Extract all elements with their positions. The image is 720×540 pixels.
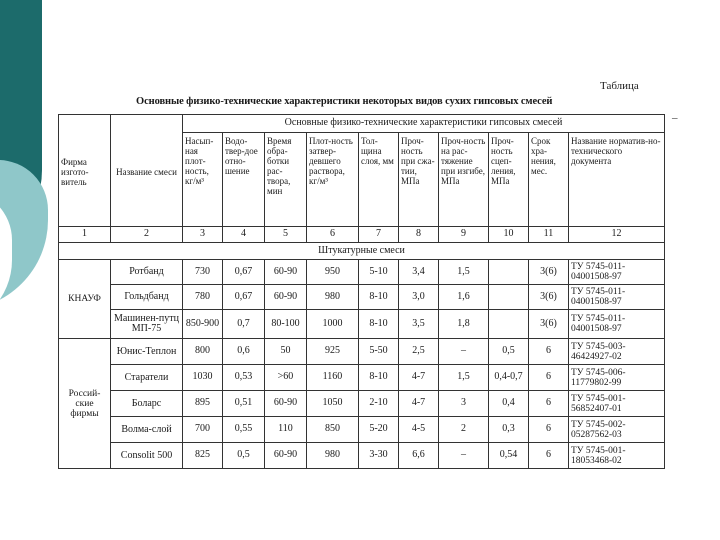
layer-cell: 5-50 (359, 339, 399, 365)
table-row (59, 417, 665, 443)
firm-cell: КНАУФ (59, 260, 111, 339)
column-number: 12 (569, 227, 665, 243)
column-number: 8 (399, 227, 439, 243)
flex-cell: 2 (439, 417, 489, 443)
header-mix-name: Название смеси (111, 115, 183, 227)
wr-cell: 0,55 (223, 417, 265, 443)
adh-cell: 0,4-0,7 (489, 365, 529, 391)
header-compressive-strength: Проч-ность при сжа-тии, МПа (399, 133, 439, 227)
comp-cell: 4-7 (399, 365, 439, 391)
bulk-cell: 850-900 (183, 310, 223, 339)
dens-cell: 1050 (307, 391, 359, 417)
time-cell: 50 (265, 339, 307, 365)
shelf-cell: 3(6) (529, 310, 569, 339)
layer-cell: 5-20 (359, 417, 399, 443)
shelf-cell: 6 (529, 391, 569, 417)
firm-cell: Россий-ские фирмы (59, 339, 111, 469)
adh-cell (489, 260, 529, 285)
mix-name-cell: Consolit 500 (111, 443, 183, 469)
adh-cell (489, 310, 529, 339)
dens-cell: 850 (307, 417, 359, 443)
doc-cell: ТУ 5745-002-05287562-03 (569, 417, 665, 443)
bulk-cell: 700 (183, 417, 223, 443)
shelf-cell: 6 (529, 443, 569, 469)
doc-cell: ТУ 5745-011-04001508-97 (569, 260, 665, 285)
flex-cell: 1,5 (439, 260, 489, 285)
doc-cell: ТУ 5745-011-04001508-97 (569, 285, 665, 310)
header-flexural-strength: Проч-ность на рас-тяжение при изгибе, МПа (439, 133, 489, 227)
trailing-mark: – (672, 112, 678, 124)
time-cell: 60-90 (265, 443, 307, 469)
comp-cell: 3,5 (399, 310, 439, 339)
shelf-cell: 3(6) (529, 285, 569, 310)
dens-cell: 980 (307, 285, 359, 310)
layer-cell: 2-10 (359, 391, 399, 417)
table-row (59, 391, 665, 417)
column-number: 10 (489, 227, 529, 243)
time-cell: 60-90 (265, 391, 307, 417)
flex-cell: 1,8 (439, 310, 489, 339)
shelf-cell: 6 (529, 417, 569, 443)
header-working-time: Время обра-ботки рас-твора, мин (265, 133, 307, 227)
dens-cell: 925 (307, 339, 359, 365)
mix-name-cell: Гольдбанд (111, 285, 183, 310)
layer-cell: 8-10 (359, 365, 399, 391)
comp-cell: 3,4 (399, 260, 439, 285)
flex-cell: – (439, 443, 489, 469)
time-cell: >60 (265, 365, 307, 391)
comp-cell: 2,5 (399, 339, 439, 365)
flex-cell: 3 (439, 391, 489, 417)
header-firm: Фирма изгото-витель (59, 115, 111, 227)
table-row (59, 365, 665, 391)
wr-cell: 0,7 (223, 310, 265, 339)
doc-cell: ТУ 5745-003-46424927-02 (569, 339, 665, 365)
time-cell: 60-90 (265, 260, 307, 285)
header-layer-thickness: Тол-щина слоя, мм (359, 133, 399, 227)
dens-cell: 1000 (307, 310, 359, 339)
table-row (59, 339, 665, 365)
column-number: 4 (223, 227, 265, 243)
flex-cell: 1,6 (439, 285, 489, 310)
characteristics-table (58, 114, 665, 469)
header-standard: Название норматив-но-технического документа (569, 133, 665, 227)
header-adhesion-strength: Проч-ность сцеп-ления, МПа (489, 133, 529, 227)
wr-cell: 0,5 (223, 443, 265, 469)
wr-cell: 0,6 (223, 339, 265, 365)
column-number: 2 (111, 227, 183, 243)
time-cell: 110 (265, 417, 307, 443)
comp-cell: 6,6 (399, 443, 439, 469)
adh-cell (489, 285, 529, 310)
flex-cell: – (439, 339, 489, 365)
table-row (59, 443, 665, 469)
mix-name-cell: Боларс (111, 391, 183, 417)
dens-cell: 950 (307, 260, 359, 285)
shelf-cell: 6 (529, 365, 569, 391)
layer-cell: 5-10 (359, 260, 399, 285)
table-row (59, 285, 665, 310)
mix-name-cell: Волма-слой (111, 417, 183, 443)
wr-cell: 0,67 (223, 260, 265, 285)
header-mortar-density: Плот-ность затвер-девшего раствора, кг/м³ (307, 133, 359, 227)
column-number: 1 (59, 227, 111, 243)
table-row (59, 310, 665, 339)
column-number: 6 (307, 227, 359, 243)
time-cell: 60-90 (265, 285, 307, 310)
wr-cell: 0,67 (223, 285, 265, 310)
table-title: Основные физико-технические характеристики некоторых видов сухих гипсовых смесей (136, 96, 553, 107)
mix-name-cell: Ротбанд (111, 260, 183, 285)
header-bulk-density: Насып-ная плот-ность, кг/м³ (183, 133, 223, 227)
mix-name-cell: Старатели (111, 365, 183, 391)
column-number: 3 (183, 227, 223, 243)
adh-cell: 0,54 (489, 443, 529, 469)
header-shelf-life: Срок хра-нения, мес. (529, 133, 569, 227)
shelf-cell: 3(6) (529, 260, 569, 285)
section-title: Штукатурные смеси (59, 243, 665, 260)
doc-cell: ТУ 5745-006-11779802-99 (569, 365, 665, 391)
flex-cell: 1,5 (439, 365, 489, 391)
header-group: Основные физико-технические характеристики гипсовых смесей (183, 115, 665, 133)
layer-cell: 8-10 (359, 310, 399, 339)
bulk-cell: 825 (183, 443, 223, 469)
bulk-cell: 730 (183, 260, 223, 285)
doc-cell: ТУ 5745-001-56852407-01 (569, 391, 665, 417)
dens-cell: 980 (307, 443, 359, 469)
comp-cell: 3,0 (399, 285, 439, 310)
adh-cell: 0,4 (489, 391, 529, 417)
bulk-cell: 800 (183, 339, 223, 365)
column-number: 9 (439, 227, 489, 243)
column-number: 7 (359, 227, 399, 243)
comp-cell: 4-5 (399, 417, 439, 443)
shelf-cell: 6 (529, 339, 569, 365)
adh-cell: 0,3 (489, 417, 529, 443)
bulk-cell: 1030 (183, 365, 223, 391)
column-number: 11 (529, 227, 569, 243)
header-water-ratio: Водо-твер-дое отно-шение (223, 133, 265, 227)
bulk-cell: 780 (183, 285, 223, 310)
layer-cell: 3-30 (359, 443, 399, 469)
table-row (59, 260, 665, 285)
doc-cell: ТУ 5745-011-04001508-97 (569, 310, 665, 339)
wr-cell: 0,51 (223, 391, 265, 417)
layer-cell: 8-10 (359, 285, 399, 310)
table-label: Таблица (600, 80, 639, 92)
time-cell: 80-100 (265, 310, 307, 339)
mix-name-cell: Юнис-Теплон (111, 339, 183, 365)
mix-name-cell: Машинен-путц МП-75 (111, 310, 183, 339)
wr-cell: 0,53 (223, 365, 265, 391)
adh-cell: 0,5 (489, 339, 529, 365)
dens-cell: 1160 (307, 365, 359, 391)
doc-cell: ТУ 5745-001-18053468-02 (569, 443, 665, 469)
column-number-row (59, 227, 665, 243)
column-number: 5 (265, 227, 307, 243)
bulk-cell: 895 (183, 391, 223, 417)
comp-cell: 4-7 (399, 391, 439, 417)
